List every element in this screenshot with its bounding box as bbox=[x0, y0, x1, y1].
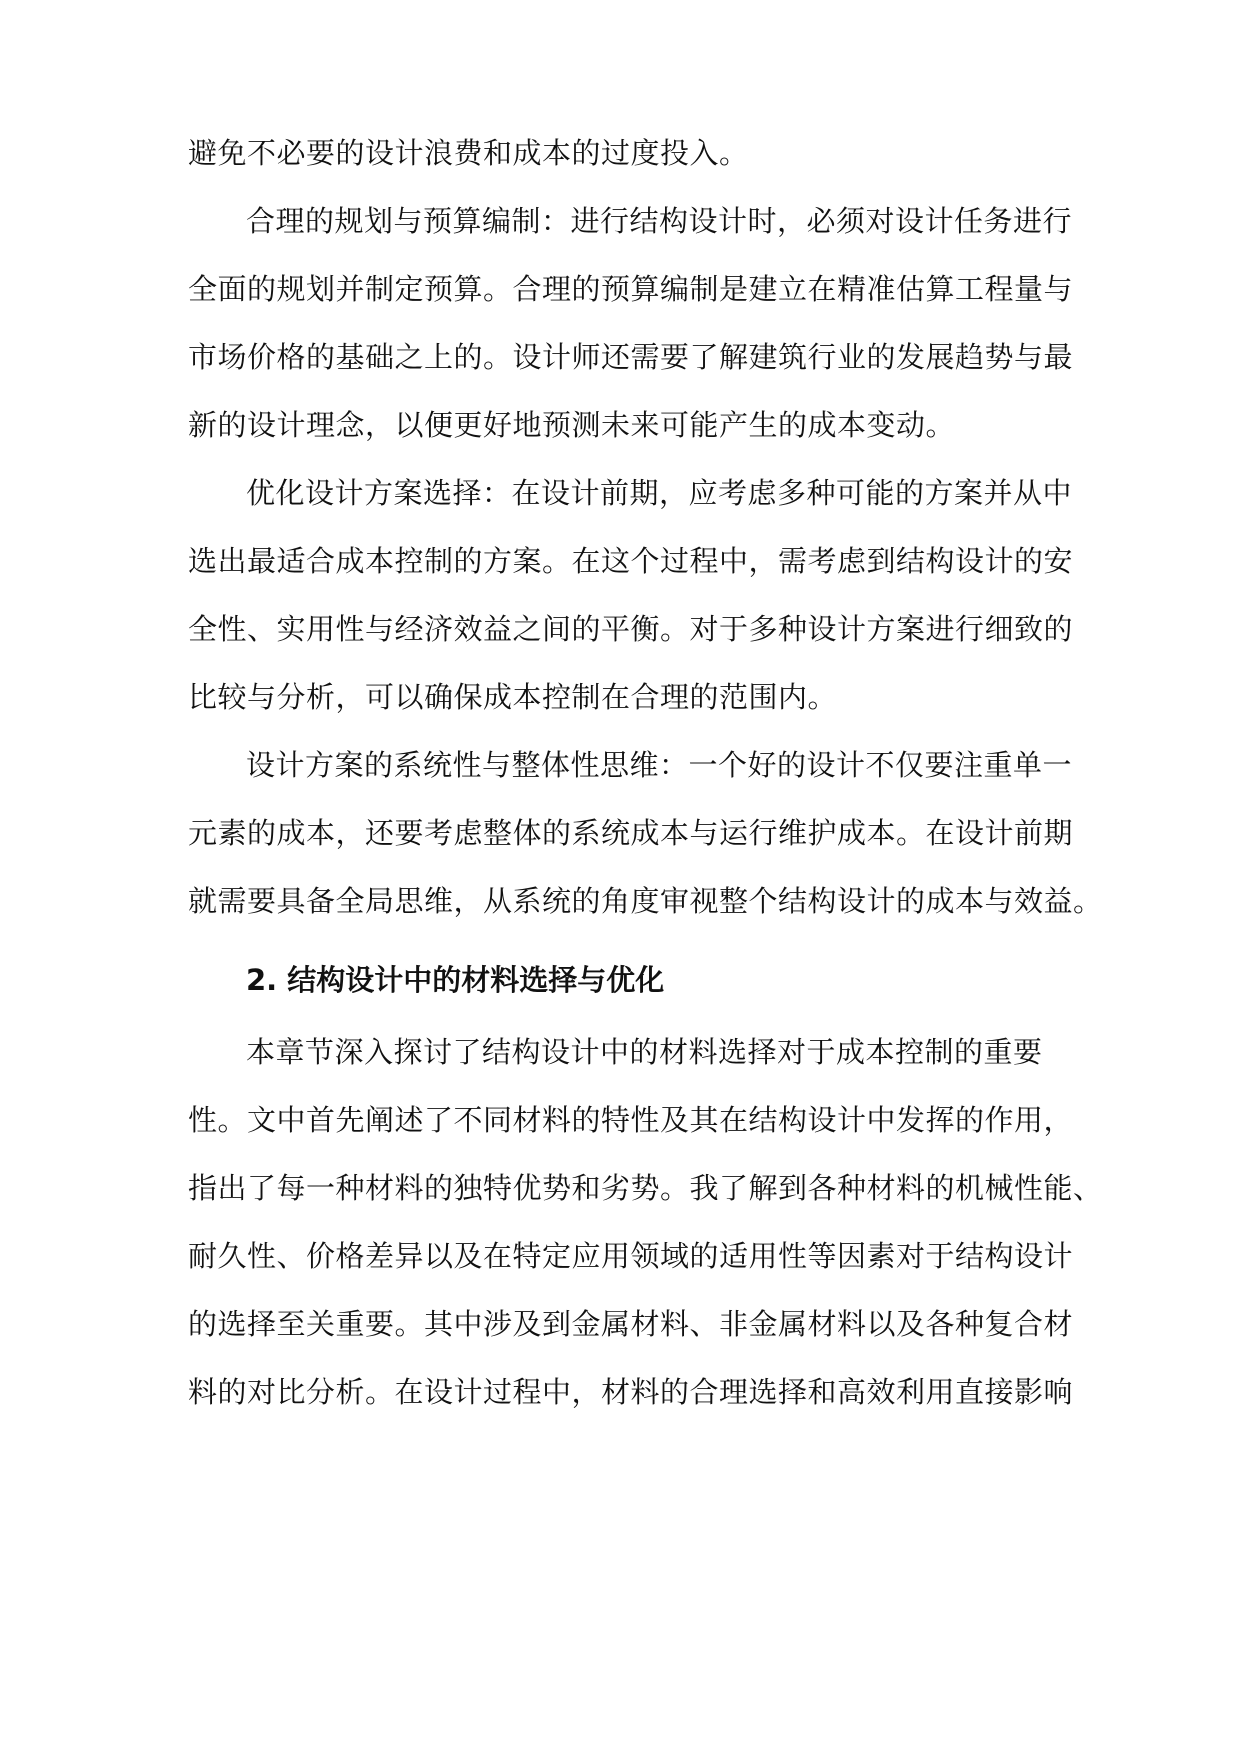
text-line: 新的设计理念，以便更好地预测未来可能产生的成本变动。 bbox=[188, 408, 956, 442]
text-line: 市场价格的基础之上的。设计师还需要了解建筑行业的发展趋势与最 bbox=[188, 340, 1074, 374]
text-line: 料的对比分析。在设计过程中，材料的合理选择和高效利用直接影响 bbox=[188, 1375, 1074, 1409]
text-line: 指出了每一种材料的独特优势和劣势。我了解到各种材料的机械性能、 bbox=[188, 1171, 1103, 1205]
text-line: 比较与分析，可以确保成本控制在合理的范围内。 bbox=[188, 680, 838, 714]
text-line: 避免不必要的设计浪费和成本的过度投入。 bbox=[188, 136, 749, 170]
paragraph-start-line: 本章节深入探讨了结构设计中的材料选择对于成本控制的重要 bbox=[246, 1035, 1043, 1069]
paragraph-start-line: 优化设计方案选择：在设计前期，应考虑多种可能的方案并从中 bbox=[246, 476, 1073, 510]
text-line: 全性、实用性与经济效益之间的平衡。对于多种设计方案进行细致的 bbox=[188, 612, 1074, 646]
text-line: 性。文中首先阐述了不同材料的特性及其在结构设计中发挥的作用， bbox=[188, 1103, 1074, 1137]
text-line: 选出最适合成本控制的方案。在这个过程中，需考虑到结构设计的安 bbox=[188, 544, 1074, 578]
text-line: 全面的规划并制定预算。合理的预算编制是建立在精准估算工程量与 bbox=[188, 272, 1074, 306]
paragraph-start-line: 合理的规划与预算编制：进行结构设计时，必须对设计任务进行 bbox=[246, 204, 1073, 238]
text-line: 的选择至关重要。其中涉及到金属材料、非金属材料以及各种复合材 bbox=[188, 1307, 1074, 1341]
text-line: 元素的成本，还要考虑整体的系统成本与运行维护成本。在设计前期 bbox=[188, 816, 1074, 850]
text-line: 就需要具备全局思维，从系统的角度审视整个结构设计的成本与效益。 bbox=[188, 884, 1103, 918]
text-line: 耐久性、价格差异以及在特定应用领域的适用性等因素对于结构设计 bbox=[188, 1239, 1074, 1273]
section-heading: 2. 结构设计中的材料选择与优化 bbox=[246, 963, 665, 997]
paragraph-start-line: 设计方案的系统性与整体性思维：一个好的设计不仅要注重单一 bbox=[246, 748, 1073, 782]
